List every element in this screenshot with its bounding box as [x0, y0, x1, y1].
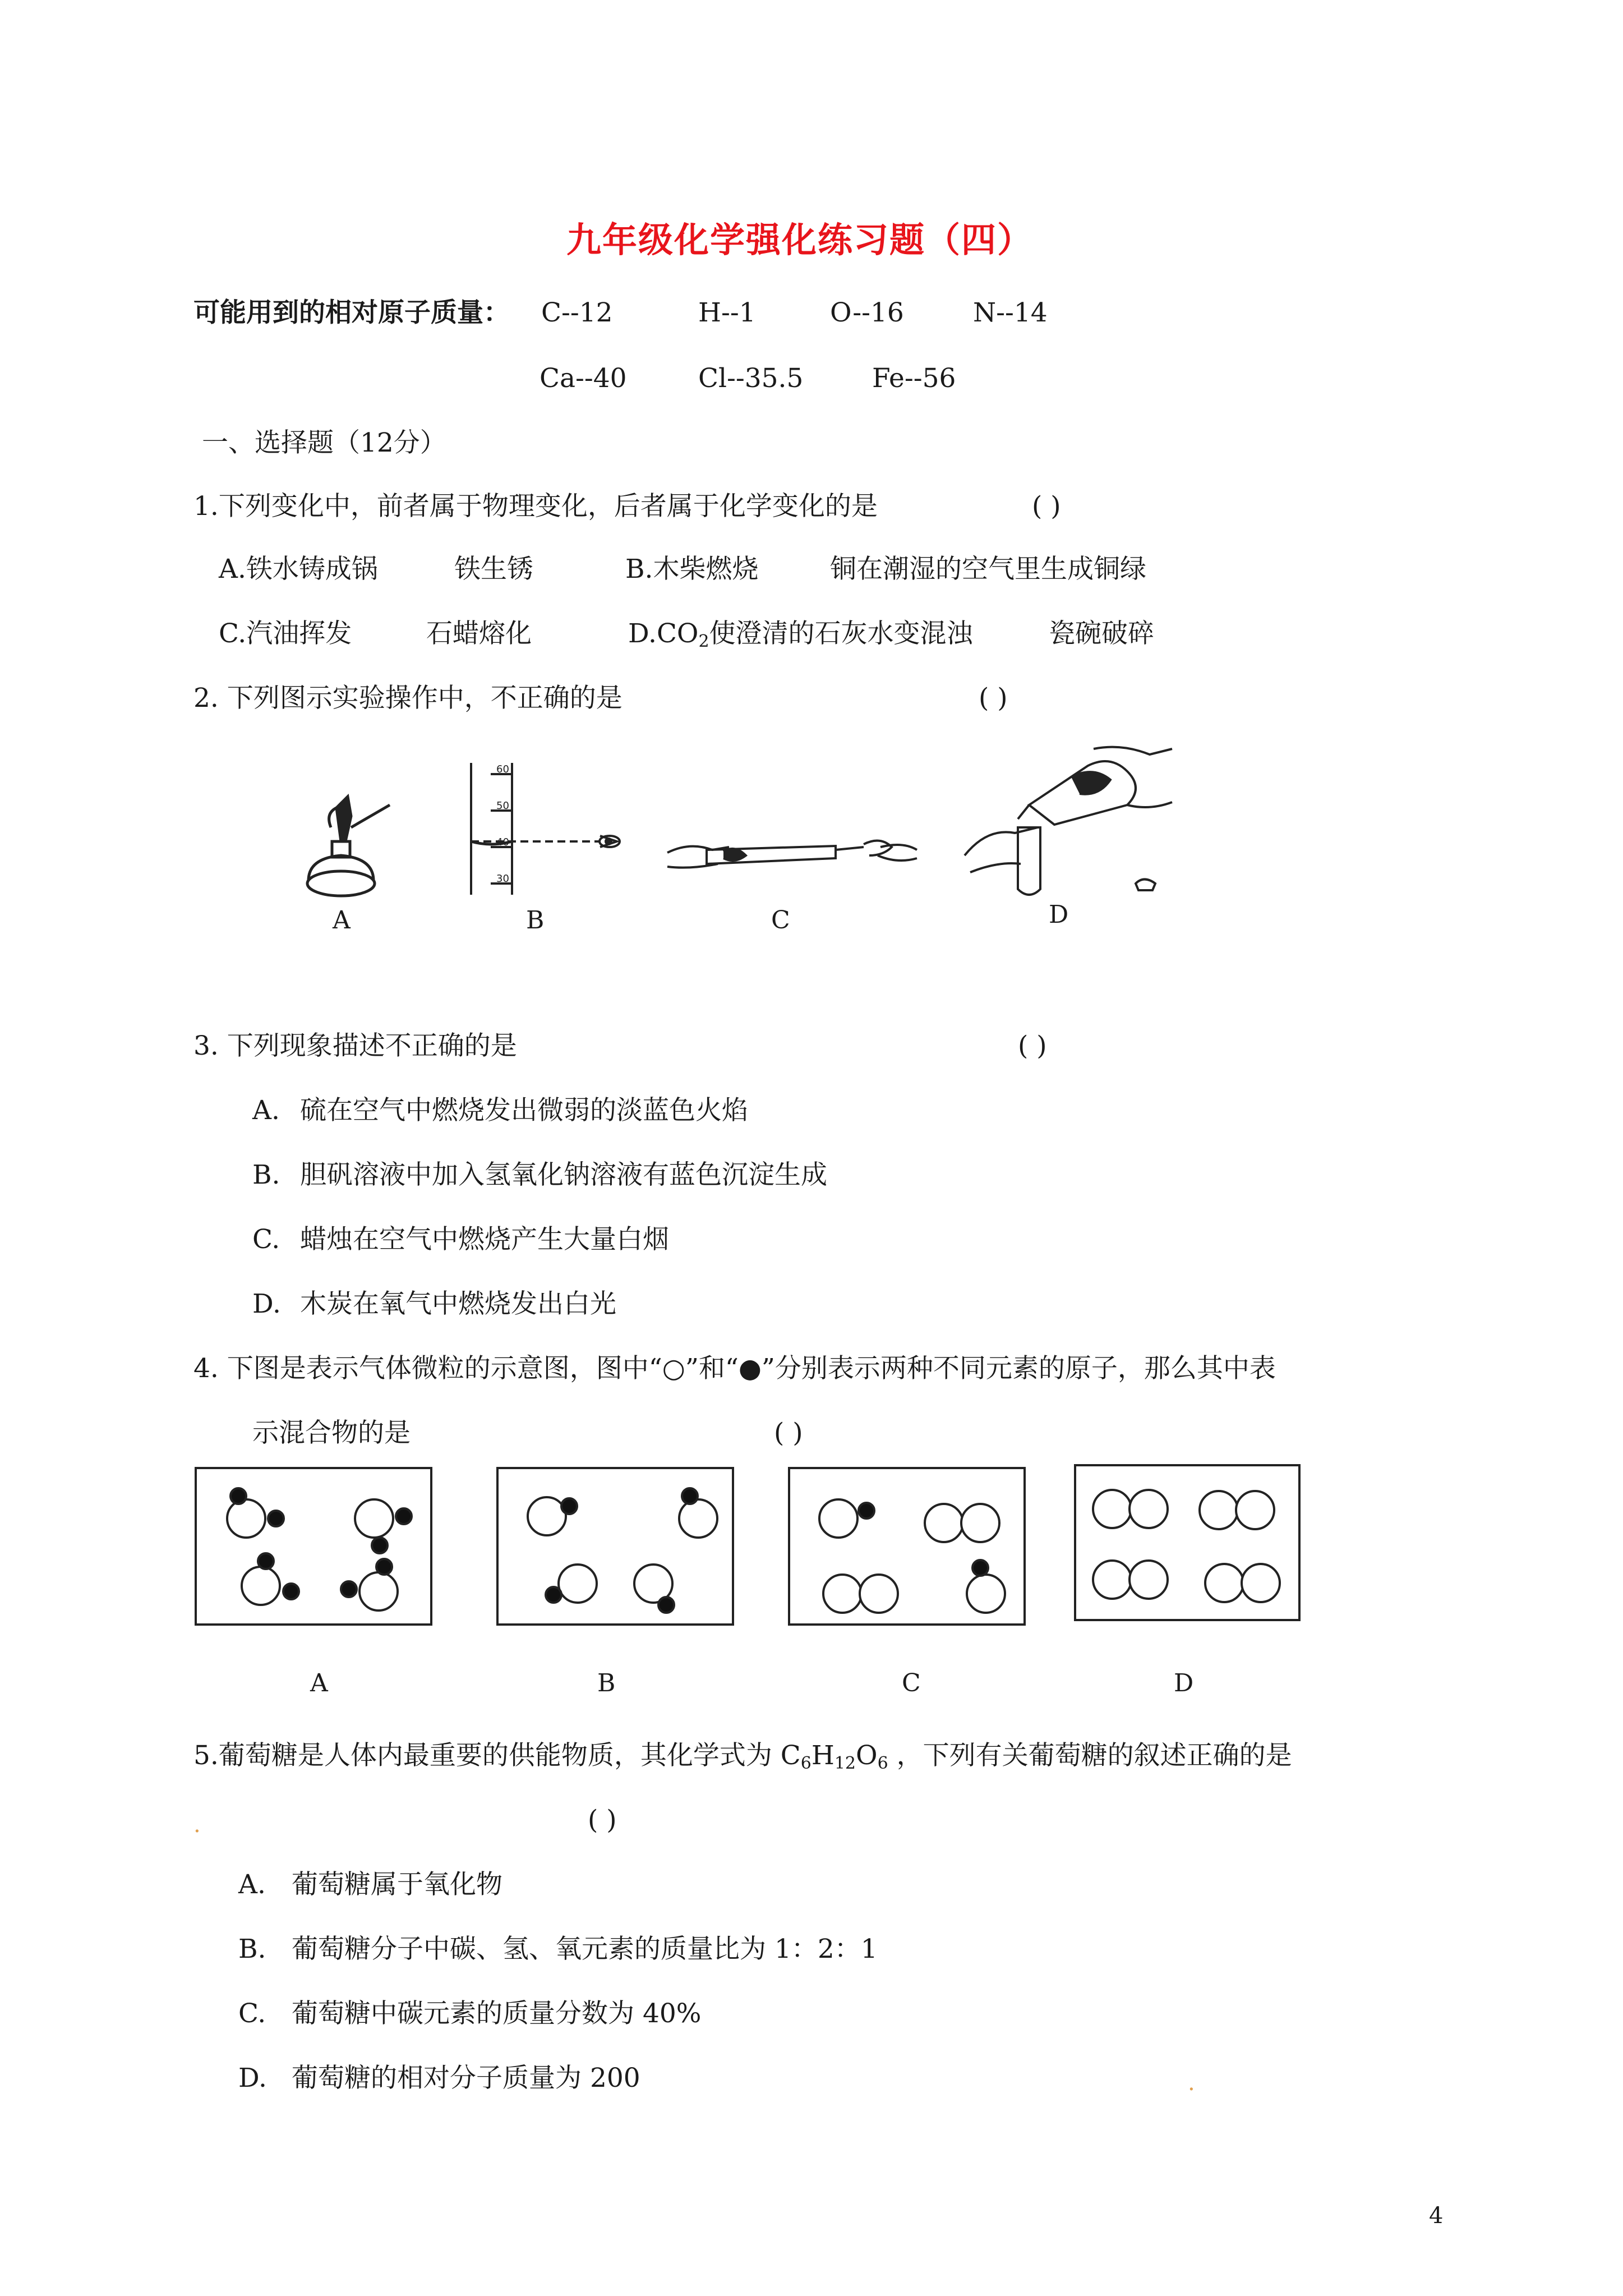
cylinder-tick-30: 30	[496, 873, 509, 885]
q4-label-a: A	[310, 1669, 328, 1697]
pouring-liquid-illustration	[965, 743, 1178, 900]
q3-option-a-text: 硫在空气中燃烧发出微弱的淡蓝色火焰	[300, 1095, 748, 1126]
q2-stem: 2. 下列图示实验操作中，不正确的是	[193, 683, 623, 714]
atomic-mass-o: O--16	[830, 297, 904, 328]
q5-option-a-key: A.	[238, 1869, 266, 1900]
q2-label-a: A	[333, 906, 351, 935]
q1-option-c2: 石蜡熔化	[426, 618, 532, 649]
atomic-mass-fe: Fe--56	[872, 363, 956, 394]
particle-box-d	[1074, 1464, 1301, 1621]
q2-answer-bracket: ( )	[979, 683, 1008, 714]
section-heading: 一、选择题（12分）	[202, 427, 446, 458]
q5-option-b-key: B.	[238, 1934, 266, 1964]
q1-option-b1: B.木柴燃烧	[625, 554, 759, 585]
atomic-mass-ca: Ca--40	[540, 363, 627, 394]
q5-option-a-text: 葡萄糖属于氧化物	[292, 1869, 502, 1900]
q5-stray-mark-2: .	[1188, 2070, 1195, 2096]
particle-box-a	[195, 1467, 432, 1626]
q3-answer-bracket: ( )	[1018, 1030, 1047, 1061]
q5-stray-mark: .	[193, 1812, 201, 1838]
page-number: 4	[1429, 2203, 1444, 2229]
q2-label-d: D	[1049, 900, 1069, 929]
q4-stem-line2: 示混合物的是	[252, 1418, 411, 1448]
q3-option-b-key: B.	[252, 1159, 280, 1190]
q4-label-b: B	[597, 1669, 616, 1697]
q1-option-a2: 铁生锈	[454, 554, 533, 585]
test-tube-hands-illustration	[667, 825, 920, 886]
q4-label-c: C	[902, 1669, 921, 1697]
q5-option-d-key: D.	[238, 2063, 267, 2093]
q3-stem: 3. 下列现象描述不正确的是	[193, 1030, 517, 1061]
atomic-mass-h: H--1	[698, 297, 756, 328]
atomic-mass-label: 可能用到的相对原子质量：	[193, 297, 510, 328]
q5-option-c-text: 葡萄糖中碳元素的质量分数为 40%	[292, 1998, 702, 2029]
atomic-mass-n: N--14	[973, 297, 1048, 328]
q2-label-c: C	[771, 906, 790, 935]
q2-label-b: B	[526, 906, 545, 935]
q1-option-a1: A.铁水铸成锅	[219, 554, 378, 585]
q3-option-c-key: C.	[252, 1224, 280, 1255]
q3-option-b-text: 胆矾溶液中加入氢氧化钠溶液有蓝色沉淀生成	[300, 1159, 827, 1190]
particle-box-c	[788, 1467, 1026, 1626]
alcohol-lamp-illustration	[297, 774, 409, 903]
cylinder-tick-50: 50	[496, 800, 509, 812]
q1-option-b2: 铜在潮湿的空气里生成铜绿	[830, 554, 1146, 585]
q5-option-b-text: 葡萄糖分子中碳、氢、氧元素的质量比为 1：2：1	[292, 1934, 878, 1964]
q1-option-d2: 瓷碗破碎	[1049, 618, 1154, 649]
particle-box-b	[496, 1467, 734, 1626]
q5-option-d-text: 葡萄糖的相对分子质量为 200	[292, 2063, 640, 2093]
q3-option-a-key: A.	[252, 1095, 280, 1126]
q1-stem: 1.下列变化中，前者属于物理变化，后者属于化学变化的是	[193, 491, 878, 522]
q5-stem: 5.葡萄糖是人体内最重要的供能物质，其化学式为 $C_6H_{12}O_6$ ，下列有关葡萄糖的叙述正确的是	[193, 1740, 1292, 1773]
cylinder-tick-40: 40	[496, 836, 509, 848]
cylinder-tick-60: 60	[496, 763, 509, 775]
atomic-mass-c: C--12	[541, 297, 613, 328]
q4-stem-line1: 4. 下图是表示气体微粒的示意图，图中“○”和“●”分别表示两种不同元素的原子，那么其中表	[193, 1353, 1276, 1384]
q3-option-d-text: 木炭在氧气中燃烧发出白光	[300, 1289, 616, 1319]
q1-answer-bracket: ( )	[1032, 491, 1061, 522]
q3-option-c-text: 蜡烛在空气中燃烧产生大量白烟	[300, 1224, 669, 1255]
graduated-cylinder-illustration	[468, 757, 637, 898]
page-title: 九年级化学强化练习题（四）	[566, 219, 1034, 260]
q4-label-d: D	[1174, 1669, 1194, 1697]
q5-answer-bracket: ( )	[588, 1805, 617, 1835]
q1-option-c1: C.汽油挥发	[219, 618, 352, 649]
q5-option-c-key: C.	[238, 1998, 266, 2029]
q1-option-d1: $D.CO_2$使澄清的石灰水变混浊	[628, 618, 973, 651]
atomic-mass-cl: Cl--35.5	[698, 363, 804, 394]
q3-option-d-key: D.	[252, 1289, 281, 1319]
q4-answer-bracket: ( )	[774, 1418, 803, 1448]
